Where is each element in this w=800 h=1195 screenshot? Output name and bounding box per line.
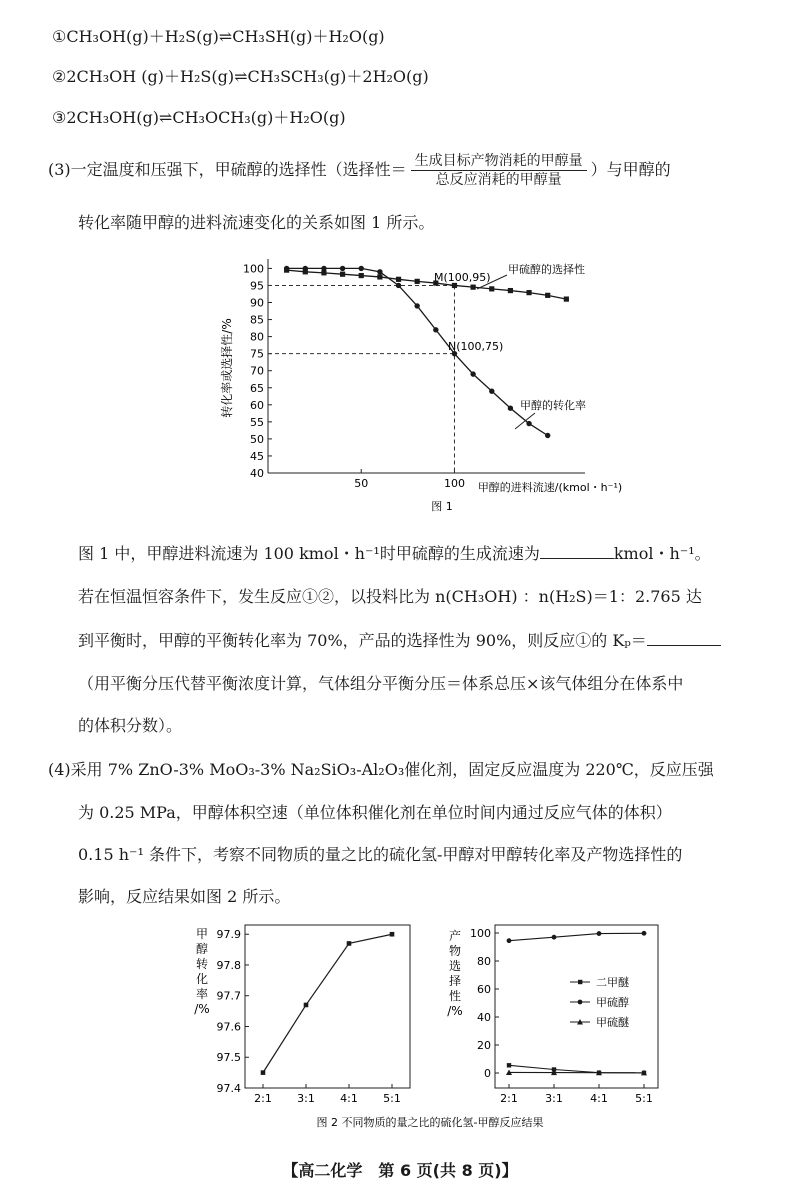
reaction-3: ③2CH₃OH(g)⇌CH₃OCH₃(g)＋H₂O(g) bbox=[52, 108, 346, 127]
fig2-legend-label: 甲硫醇 bbox=[596, 996, 629, 1009]
fig1-ylabel: 转化率或选择性/% bbox=[220, 318, 234, 418]
fig1-selectivity-point bbox=[489, 286, 494, 291]
fig1-x-tick-label: 50 bbox=[354, 477, 369, 490]
fig2-legend-marker bbox=[578, 980, 582, 984]
fig2-right-ylabel-char: /% bbox=[447, 1004, 463, 1018]
fig2-right-y-tick-label: 80 bbox=[477, 955, 491, 968]
fig2-right-ylabel-char: 物 bbox=[448, 944, 462, 958]
fig2-caption: 图 2 不同物质的量之比的硫化氢-甲醇反应结果 bbox=[316, 1116, 544, 1129]
fig2-left-ylabel-char: 甲 bbox=[195, 927, 209, 941]
fig2-methanethiol-point bbox=[642, 931, 647, 936]
reaction-1: ①CH₃OH(g)＋H₂S(g)⇌CH₃SH(g)＋H₂O(g) bbox=[52, 27, 385, 46]
fig1-y-tick-label: 80 bbox=[250, 330, 264, 344]
fig1-y-tick-label: 40 bbox=[250, 467, 264, 480]
fig2-right-x-tick-label: 4:1 bbox=[590, 1092, 608, 1105]
fig2-right-y-tick-label: 0 bbox=[484, 1067, 491, 1080]
q3-question-c: 到平衡时，甲醇的平衡转化率为 70%，产品的选择性为 90%，则反应①的 Kₚ＝ bbox=[78, 628, 721, 651]
fig2-legend-label: 二甲醚 bbox=[596, 976, 629, 989]
fig1-conversion-point bbox=[359, 266, 364, 271]
fig2-left-ylabel-char: /% bbox=[194, 1002, 210, 1016]
fig2-right-ylabel-char: 选 bbox=[448, 959, 462, 973]
fig2-series-line-0 bbox=[509, 1065, 644, 1073]
q3-question-e: 的体积分数）。 bbox=[78, 716, 183, 735]
fig1-conversion-point bbox=[414, 303, 419, 308]
fig1-caption: 图 1 bbox=[431, 500, 453, 513]
fig1-selectivity-point bbox=[340, 272, 345, 277]
fig2-left-y-tick-label: 97.6 bbox=[216, 1020, 241, 1034]
fig2-conversion-line bbox=[263, 934, 392, 1072]
q4-line-3: 0.15 h⁻¹ 条件下，考察不同物质的量之比的硫化氢-甲醇对甲醇转化率及产物选择性的 bbox=[78, 845, 683, 864]
fig2-right-y-tick-label: 40 bbox=[477, 1011, 491, 1024]
fig1-conversion-point bbox=[321, 266, 326, 271]
fig1-y-tick-label: 95 bbox=[250, 279, 264, 293]
answer-blank-2[interactable] bbox=[647, 631, 721, 646]
q3-intro-2: 转化率随甲醇的进料流速变化的关系如图 1 所示。 bbox=[78, 213, 435, 232]
q4-line-4: 影响，反应结果如图 2 所示。 bbox=[78, 887, 291, 906]
label-N: N(100,75) bbox=[448, 340, 504, 353]
fig2-methanethiol-point bbox=[597, 931, 602, 936]
fig2-left-x-tick-label: 5:1 bbox=[383, 1092, 401, 1105]
fig1-selectivity-point bbox=[564, 296, 569, 301]
fig1-y-tick-label: 70 bbox=[250, 364, 264, 378]
answer-blank-1[interactable] bbox=[540, 544, 614, 559]
fig1-conversion-point bbox=[470, 371, 475, 376]
fig1-series-line-1 bbox=[287, 268, 548, 435]
fig1-selectivity-point bbox=[396, 277, 401, 282]
fig1-selectivity-point bbox=[545, 293, 550, 298]
fig2-right-frame bbox=[495, 925, 658, 1088]
fig2-right-ylabel-char: 择 bbox=[448, 974, 462, 988]
fig2-legend-marker bbox=[578, 1000, 583, 1005]
figure-2 bbox=[190, 920, 670, 1140]
fig1-conversion-point bbox=[340, 266, 345, 271]
fig2-right-y-tick-label: 20 bbox=[477, 1039, 491, 1052]
fig2-left-frame bbox=[245, 925, 410, 1088]
fig2-right-ylabel-char: 性 bbox=[448, 989, 462, 1003]
fig1-y-tick-label: 65 bbox=[250, 381, 264, 395]
fig2-left-y-tick-label: 97.7 bbox=[216, 989, 241, 1003]
fig1-selectivity-point bbox=[377, 274, 382, 279]
fig2-right-y-tick-label: 100 bbox=[470, 927, 491, 940]
fig2-left-y-tick-label: 97.5 bbox=[216, 1051, 241, 1065]
q4-line-1: (4)采用 7% ZnO-3% MoO₃-3% Na₂SiO₃-Al₂O₃催化剂，固定反应温度为 220℃，反应压强 bbox=[48, 760, 714, 779]
q3-question-a: 图 1 中，甲醇进料流速为 100 kmol・h⁻¹时甲硫醇的生成流速为 kmol・h⁻¹。 bbox=[78, 544, 711, 563]
fig1-y-tick-label: 45 bbox=[250, 449, 264, 463]
q3-intro: (3)一定温度和压强下，甲硫醇的选择性（选择性＝ $\frac{\text{生成目标产物消耗的甲醇量}}{\text{总反应消耗的甲醇量}}$ ）与甲醇的 bbox=[48, 153, 671, 188]
fig2-left-ylabel-char: 转 bbox=[195, 957, 209, 971]
fig2-right-ylabel-char: 产 bbox=[448, 929, 462, 943]
fig2-right-chart bbox=[447, 925, 658, 1105]
fig2-left-x-tick-label: 3:1 bbox=[297, 1092, 315, 1105]
fig2-legend-label: 甲硫醚 bbox=[596, 1016, 629, 1029]
fig2-left-y-tick-label: 97.8 bbox=[216, 958, 241, 972]
fig2-conversion-point bbox=[347, 941, 352, 946]
fig1-selectivity-point bbox=[508, 288, 513, 293]
fig2-methanethiol-point bbox=[507, 938, 512, 943]
fig1-conversion-point bbox=[396, 283, 401, 288]
fig2-left-ylabel-char: 醇 bbox=[195, 942, 209, 956]
fig2-dme-point bbox=[507, 1063, 511, 1067]
selectivity-fraction: $\frac{\text{生成目标产物消耗的甲醇量}}{\text{总反应消耗的甲醇量}}$ bbox=[411, 152, 587, 189]
fig1-marks bbox=[284, 266, 569, 438]
q3-question-d: （用平衡分压代替平衡浓度计算，气体组分平衡分压＝体系总压×该气体组分在体系中 bbox=[78, 674, 684, 693]
fig1-y-tick-label: 50 bbox=[250, 432, 264, 446]
fig1-y-tick-label: 90 bbox=[250, 296, 264, 310]
reaction-2: ②2CH₃OH (g)＋H₂S(g)⇌CH₃SCH₃(g)＋2H₂O(g) bbox=[52, 67, 429, 86]
fig1-y-tick-label: 75 bbox=[250, 347, 264, 361]
label-conversion: 甲醇的转化率 bbox=[520, 399, 586, 412]
fig1-conversion-point bbox=[433, 327, 438, 332]
fig1-y-tick-label: 55 bbox=[250, 415, 264, 429]
fig1-selectivity-point bbox=[471, 285, 476, 290]
fig1-conversion-point bbox=[526, 421, 531, 426]
fig1-arrow-conversion bbox=[515, 413, 535, 429]
fig1-y-tick-label: 100 bbox=[243, 262, 264, 276]
fig2-series-line-1 bbox=[509, 933, 644, 940]
label-M: M(100,95) bbox=[434, 271, 491, 284]
fig1-y-tick-label: 60 bbox=[250, 398, 264, 412]
fig1-selectivity-point bbox=[359, 273, 364, 278]
fig2-right-y-tick-label: 60 bbox=[477, 983, 491, 996]
fig1-selectivity-point bbox=[526, 290, 531, 295]
page-footer: 【高二化学 第 6 页(共 8 页)】 bbox=[282, 1161, 518, 1180]
figure-1 bbox=[215, 253, 645, 518]
fig2-left-ylabel-char: 化 bbox=[195, 972, 209, 986]
fig2-left-y-tick-label: 97.9 bbox=[216, 928, 241, 942]
fig2-conversion-point bbox=[390, 932, 395, 937]
fig2-left-y-tick-label: 97.4 bbox=[216, 1082, 241, 1095]
q4-line-2: 为 0.25 MPa，甲醇体积空速（单位体积催化剂在单位时间内通过反应气体的体积） bbox=[78, 803, 672, 822]
fig1-conversion-point bbox=[489, 388, 494, 393]
fig1-conversion-point bbox=[284, 266, 289, 271]
fig1-conversion-point bbox=[377, 269, 382, 274]
fig1-conversion-point bbox=[303, 266, 308, 271]
fig1-conversion-point bbox=[508, 406, 513, 411]
fig2-conversion-point bbox=[304, 1003, 309, 1008]
fig1-conversion-point bbox=[545, 433, 550, 438]
fig2-left-x-tick-label: 2:1 bbox=[254, 1092, 272, 1105]
q3-question-b: 若在恒温恒容条件下，发生反应①②，以投料比为 n(CH₃OH) ：n(H₂S)＝1：2.765 达 bbox=[78, 587, 702, 606]
fig2-right-x-tick-label: 3:1 bbox=[545, 1092, 563, 1105]
fig1-selectivity-point bbox=[415, 279, 420, 284]
fig2-right-x-tick-label: 5:1 bbox=[635, 1092, 653, 1105]
label-selectivity: 甲硫醇的选择性 bbox=[508, 263, 585, 276]
fig2-left-chart bbox=[194, 925, 410, 1105]
fig2-right-x-tick-label: 2:1 bbox=[500, 1092, 518, 1105]
fig2-left-ylabel-char: 率 bbox=[195, 987, 209, 1001]
fig1-x-tick-label: 100 bbox=[443, 477, 465, 490]
fig2-methanethiol-point bbox=[552, 935, 557, 940]
fig2-left-x-tick-label: 4:1 bbox=[340, 1092, 358, 1105]
fig1-y-tick-label: 85 bbox=[250, 313, 264, 327]
fig2-conversion-point bbox=[261, 1070, 266, 1075]
fig1-xlabel: 甲醇的进料流速/(kmol・h⁻¹) bbox=[477, 481, 623, 494]
